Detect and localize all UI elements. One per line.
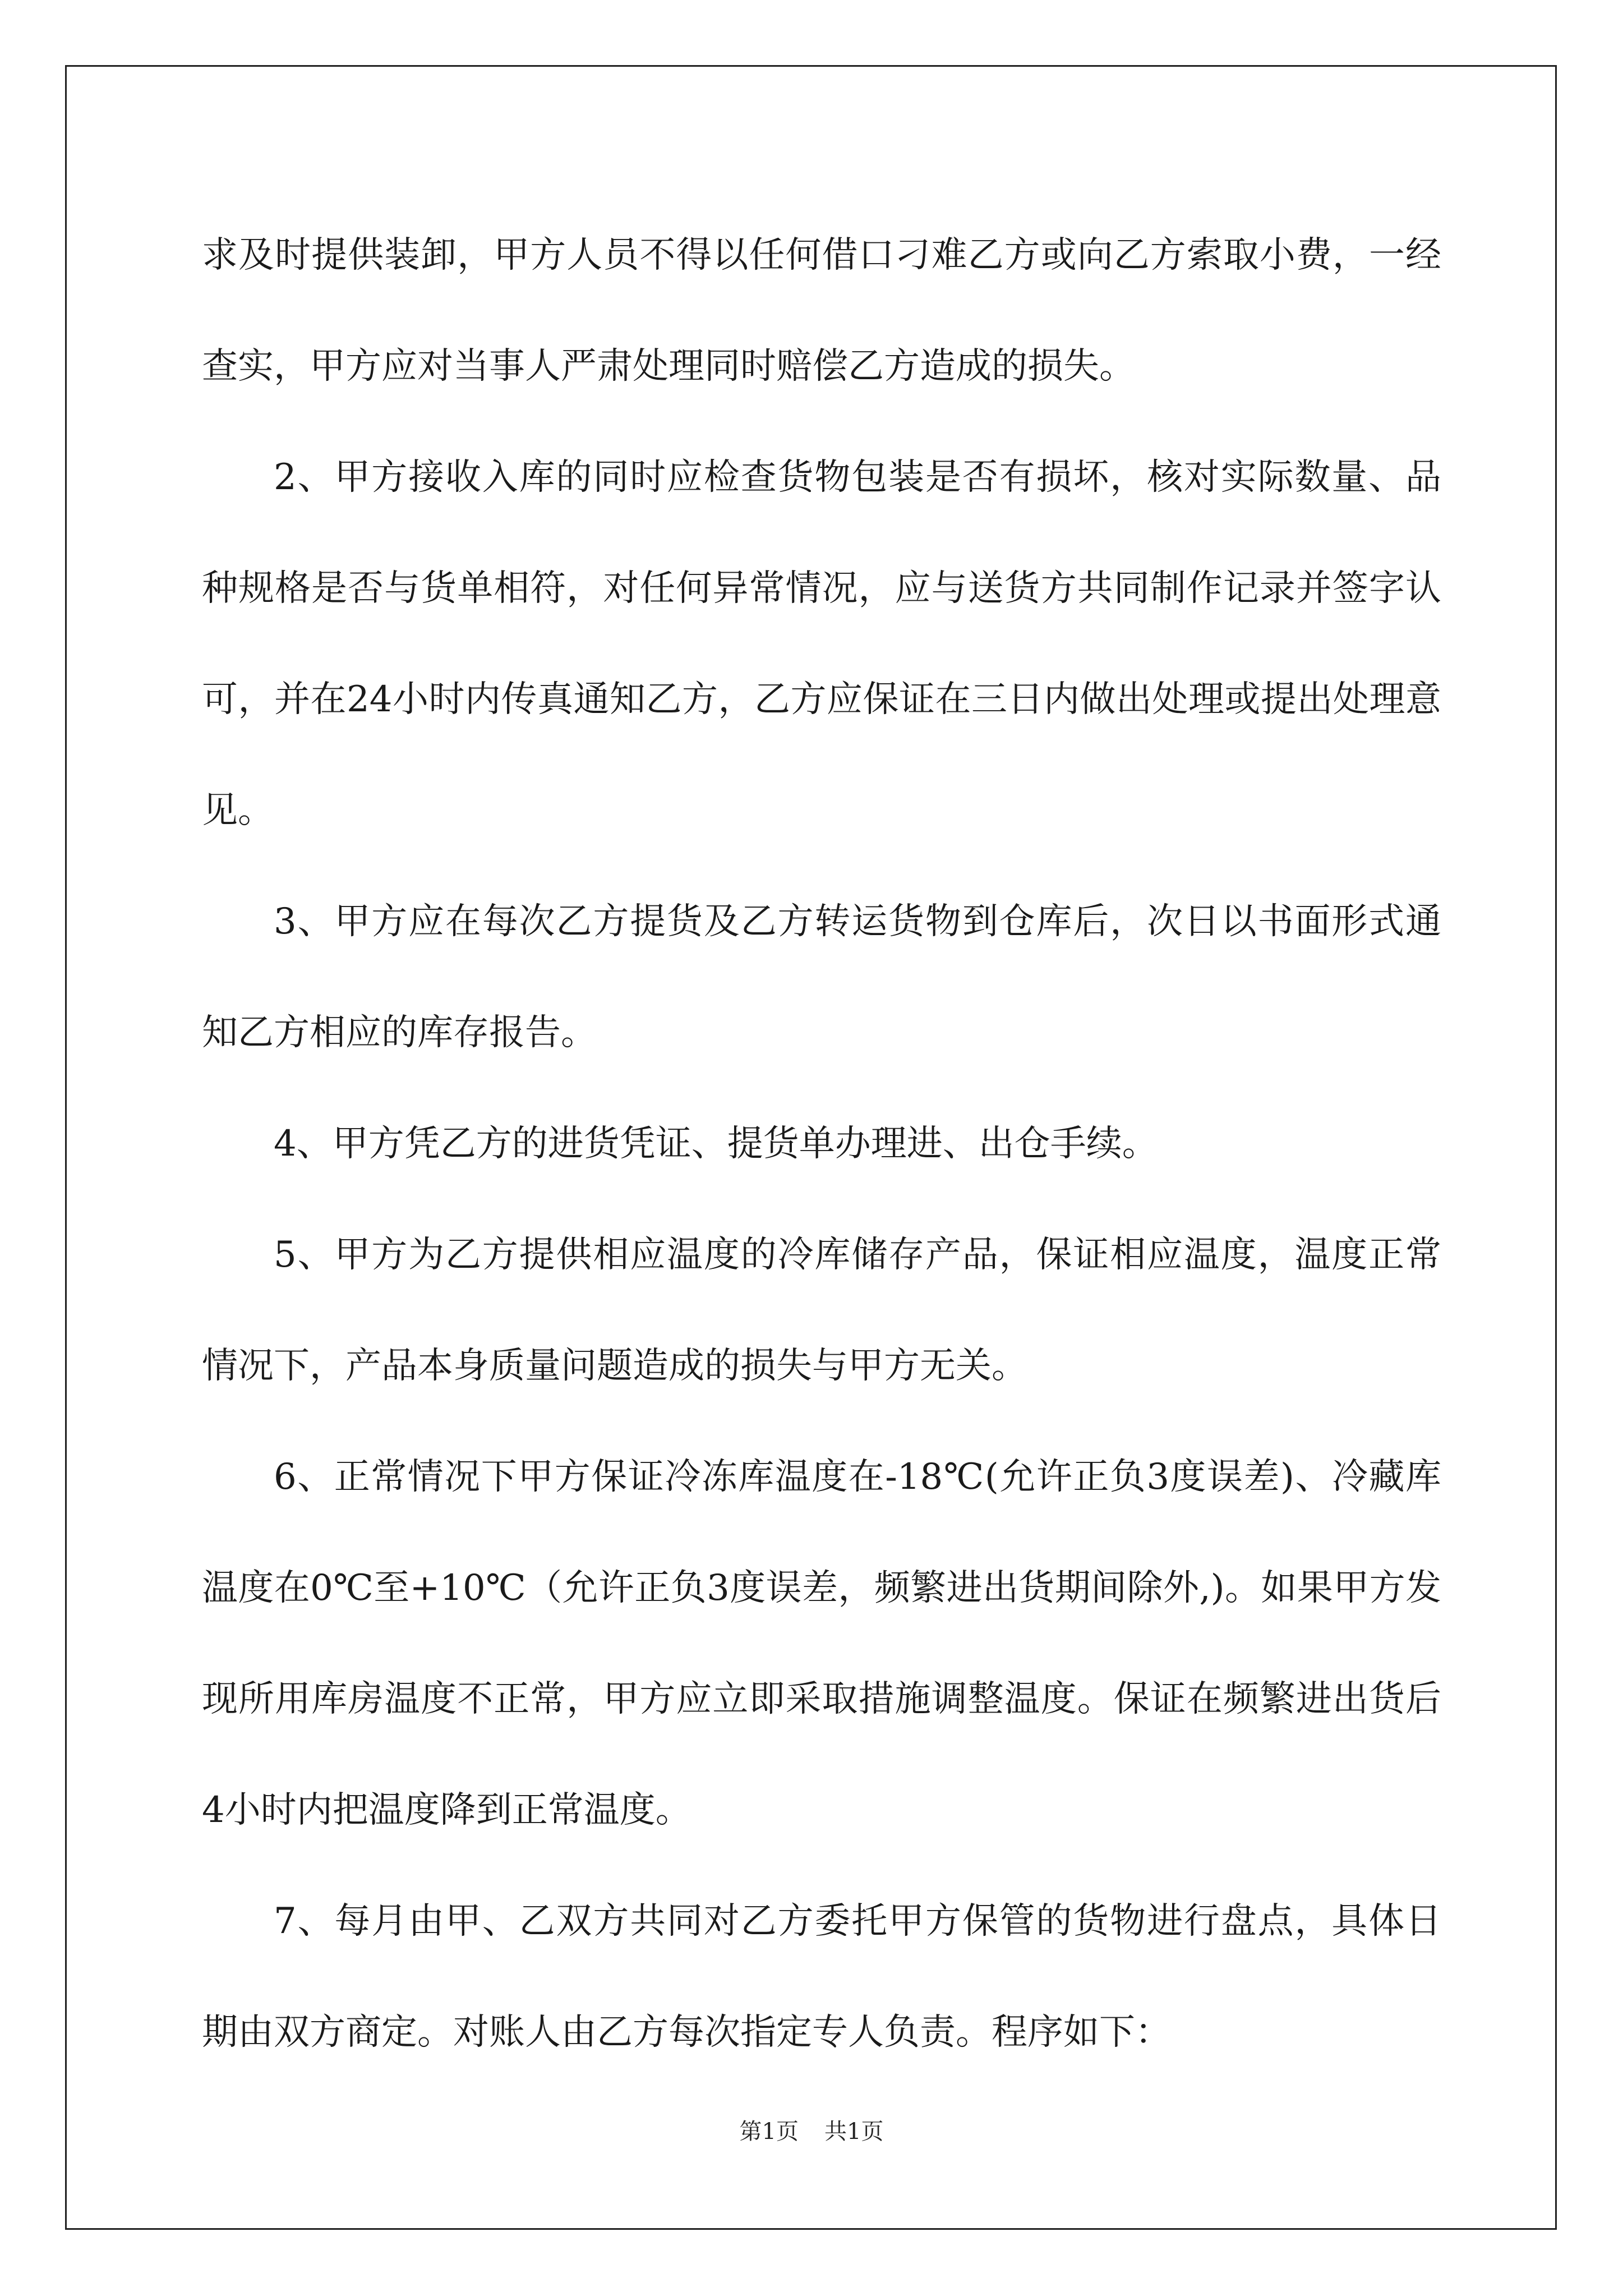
paragraph-clause-3: 3、甲方应在每次乙方提货及乙方转运货物到仓库后，次日以书面形式通知乙方相应的库存报告。 — [202, 901, 1441, 1053]
page-total: 共1页 — [824, 2119, 884, 2145]
page-number: 第1页 — [739, 2119, 799, 2145]
paragraph-clause-2: 2、甲方接收入库的同时应检查货物包装是否有损坏，核对实际数量、品种规格是否与货单相符，对任何异常情况，应与送货方共同制作记录并签字认可，并在24小时内传真通知乙方，乙方应保证在三日内做出处理或提出处理意见。 — [202, 457, 1441, 831]
page-footer — [0, 2114, 1623, 2146]
paragraph-continuation: 求及时提供装卸，甲方人员不得以任何借口刁难乙方或向乙方索取小费，一经查实，甲方应对当事人严肃处理同时赔偿乙方造成的损失。 — [202, 234, 1441, 387]
paragraph-clause-4: 4、甲方凭乙方的进货凭证、提货单办理进、出仓手续。 — [274, 1123, 1158, 1165]
paragraph-clause-6: 6、正常情况下甲方保证冷冻库温度在-18℃(允许正负3度误差)、冷藏库温度在0℃至+10℃（允许正负3度误差，频繁进出货期间除外,)。如果甲方发现所用库房温度不正常，甲方应立即采取措施调整温度。保证在频繁进出货后4小时内把温度降到正常温度。 — [202, 1456, 1441, 1831]
document-body — [202, 200, 1441, 2088]
paragraph-clause-7: 7、每月由甲、乙双方共同对乙方委托甲方保管的货物进行盘点，具体日期由双方商定。对账人由乙方每次指定专人负责。程序如下： — [202, 1901, 1441, 2053]
paragraph-clause-5: 5、甲方为乙方提供相应温度的冷库储存产品，保证相应温度，温度正常情况下，产品本身质量问题造成的损失与甲方无关。 — [202, 1234, 1441, 1387]
